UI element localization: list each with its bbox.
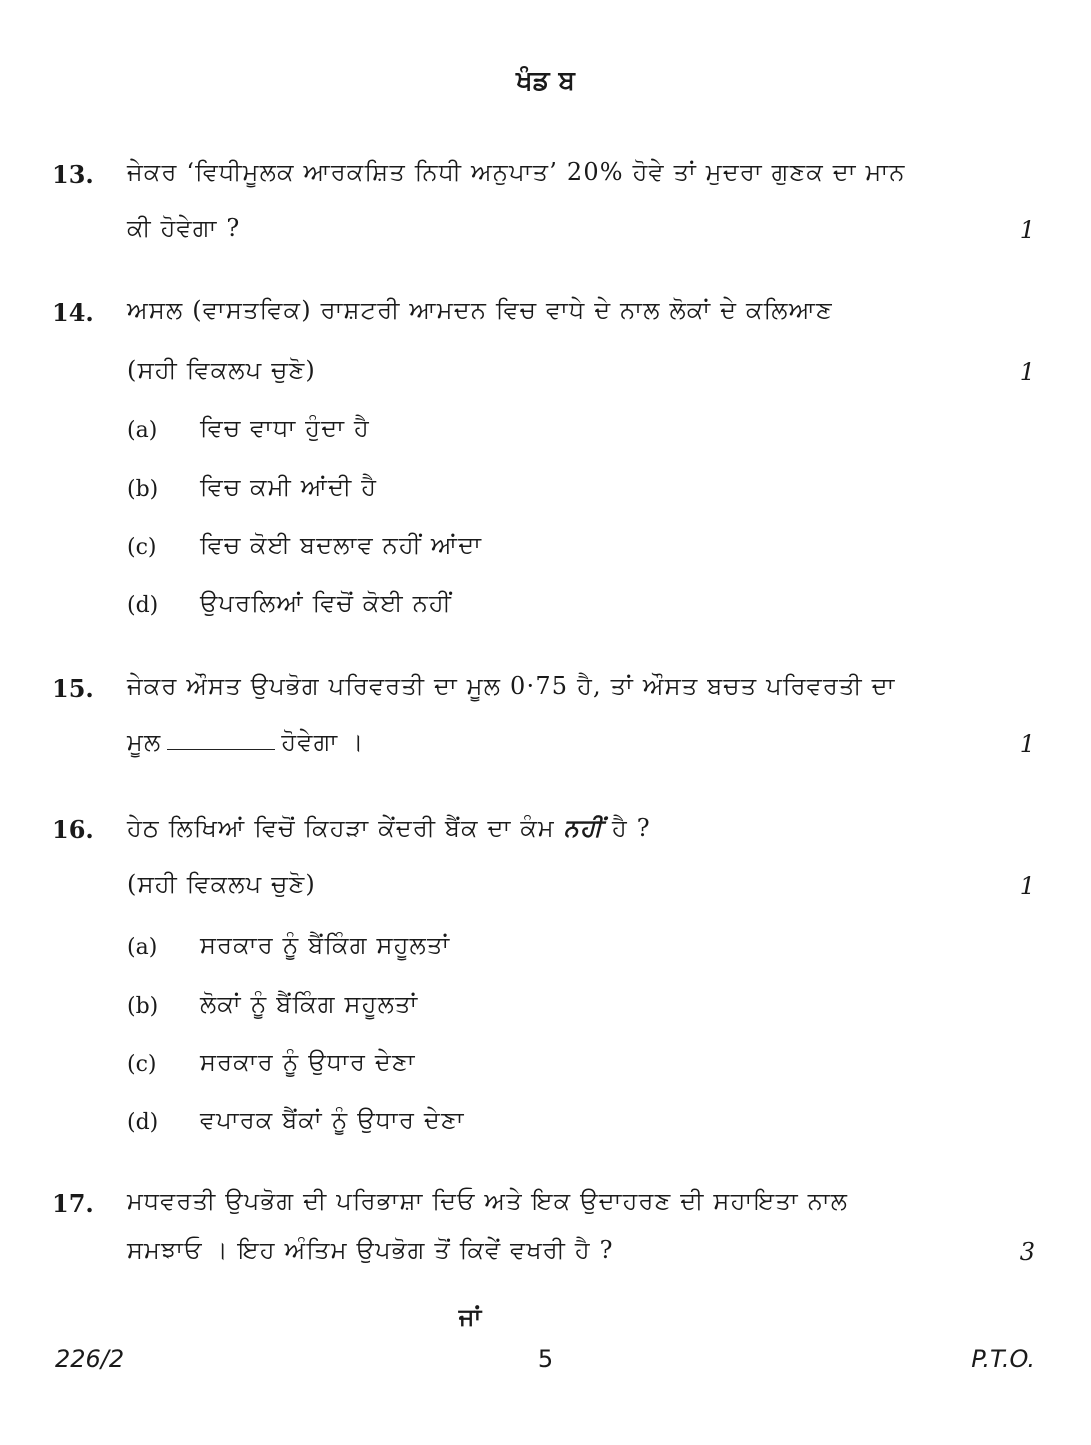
question-16-option-a-text: ਸਰਕਾਰ ਨੂੰ ਬੈਂਕਿੰਗ ਸਹੂਲਤਾਂ xyxy=(200,931,451,959)
question-16-marks: 1 xyxy=(1019,872,1035,900)
question-14-line-2: (ਸਹੀ ਵਿਕਲਪ ਚੁਣੋ) xyxy=(127,356,316,384)
question-16-option-b-text: ਲੋਕਾਂ ਨੂੰ ਬੈਂਕਿੰਗ ਸਹੂਲਤਾਂ xyxy=(200,990,419,1018)
question-16-line-1-before: ਹੇਠ ਲਿਖਿਆਂ ਵਿਚੋਂ ਕਿਹੜਾ ਕੇਂਦਰੀ ਬੈਂਕ ਦਾ ਕੰਮ xyxy=(127,814,555,842)
question-16-line-2: (ਸਹੀ ਵਿਕਲਪ ਚੁਣੋ) xyxy=(127,870,316,898)
question-14-option-d-letter: (d) xyxy=(127,593,159,618)
question-14-option-c-text: ਵਿਚ ਕੋਈ ਬਦਲਾਵ ਨਹੀਂ ਆਂਦਾ xyxy=(200,531,483,559)
answer-blank xyxy=(167,729,275,750)
section-title: ਖੰਡ ਬ xyxy=(516,66,575,96)
question-16-number: 16. xyxy=(52,815,94,844)
question-16-option-d-text: ਵਪਾਰਕ ਬੈਂਕਾਂ ਨੂੰ ਉਧਾਰ ਦੇਣਾ xyxy=(200,1106,465,1134)
question-14-option-d-text: ਉਪਰਲਿਆਂ ਵਿਚੋਂ ਕੋਈ ਨਹੀਂ xyxy=(200,589,453,617)
question-17-line-1: ਮਧਵਰਤੀ ਉਪਭੋਗ ਦੀ ਪਰਿਭਾਸ਼ਾ ਦਿਓ ਅਤੇ ਇਕ ਉਦਾਹਰਣ ਦੀ ਸਹਾਇਤਾ ਨਾਲ xyxy=(127,1187,849,1215)
question-14-option-a-text: ਵਿਚ ਵਾਧਾ ਹੁੰਦਾ ਹੈ xyxy=(200,414,370,442)
question-16-line-1-after: ਹੈ ? xyxy=(611,814,651,842)
question-17-number: 17. xyxy=(52,1189,94,1218)
question-14-option-b-text: ਵਿਚ ਕਮੀ ਆਂਦੀ ਹੈ xyxy=(200,473,378,501)
question-15-line-2-before: ਮੂਲ xyxy=(127,728,162,756)
question-13-number: 13. xyxy=(52,160,94,189)
question-17-line-2: ਸਮਝਾਓ । ਇਹ ਅੰਤਿਮ ਉਪਭੋਗ ਤੋਂ ਕਿਵੇਂ ਵਖਰੀ ਹੈ ? xyxy=(127,1236,614,1264)
question-16-line-1 xyxy=(127,813,987,842)
question-16-option-b-letter: (b) xyxy=(127,994,159,1019)
please-turn-over: P.T.O. xyxy=(971,1345,1035,1373)
page-number: 5 xyxy=(537,1345,554,1373)
question-15-number: 15. xyxy=(52,674,94,703)
question-16-option-a-letter: (a) xyxy=(127,935,158,960)
question-14-option-b-letter: (b) xyxy=(127,477,159,502)
question-13-line-2: ਕੀ ਹੋਵੇਗਾ ? xyxy=(127,214,241,242)
question-14-marks: 1 xyxy=(1019,358,1035,386)
question-14-option-c-letter: (c) xyxy=(127,535,157,560)
or-separator: ਜਾਂ xyxy=(458,1302,482,1331)
question-16-option-c-text: ਸਰਕਾਰ ਨੂੰ ਉਧਾਰ ਦੇਣਾ xyxy=(200,1048,416,1076)
question-15-line-2-after: ਹੋਵੇਗਾ । xyxy=(281,728,365,756)
question-13-line-1: ਜੇਕਰ ‘ਵਿਧੀਮੂਲਕ ਆਰਕਸ਼ਿਤ ਨਿਧੀ ਅਨੁਪਾਤ’ 20% ਹੋਵੇ ਤਾਂ ਮੁਦਰਾ ਗੁਣਕ ਦਾ ਮਾਨ xyxy=(127,158,906,186)
question-13-marks: 1 xyxy=(1019,216,1035,244)
question-16-option-d-letter: (d) xyxy=(127,1110,159,1135)
question-15-line-1: ਜੇਕਰ ਔਸਤ ਉਪਭੋਗ ਪਰਿਵਰਤੀ ਦਾ ਮੂਲ 0·75 ਹੈ, ਤਾਂ ਔਸਤ ਬਚਤ ਪਰਿਵਰਤੀ ਦਾ xyxy=(127,672,896,700)
question-16-option-c-letter: (c) xyxy=(127,1052,157,1077)
question-14-number: 14. xyxy=(52,298,94,327)
question-15-marks: 1 xyxy=(1019,730,1035,758)
question-15-line-2 xyxy=(127,728,987,756)
question-17-marks: 3 xyxy=(1019,1238,1035,1266)
paper-code: 226/2 xyxy=(55,1345,125,1373)
question-16-emphasis: ਨਹੀਂ xyxy=(563,813,604,842)
question-14-line-1: ਅਸਲ (ਵਾਸਤਵਿਕ) ਰਾਸ਼ਟਰੀ ਆਮਦਨ ਵਿਚ ਵਾਧੇ ਦੇ ਨਾਲ ਲੋਕਾਂ ਦੇ ਕਲਿਆਣ xyxy=(127,296,833,324)
question-14-option-a-letter: (a) xyxy=(127,418,158,443)
